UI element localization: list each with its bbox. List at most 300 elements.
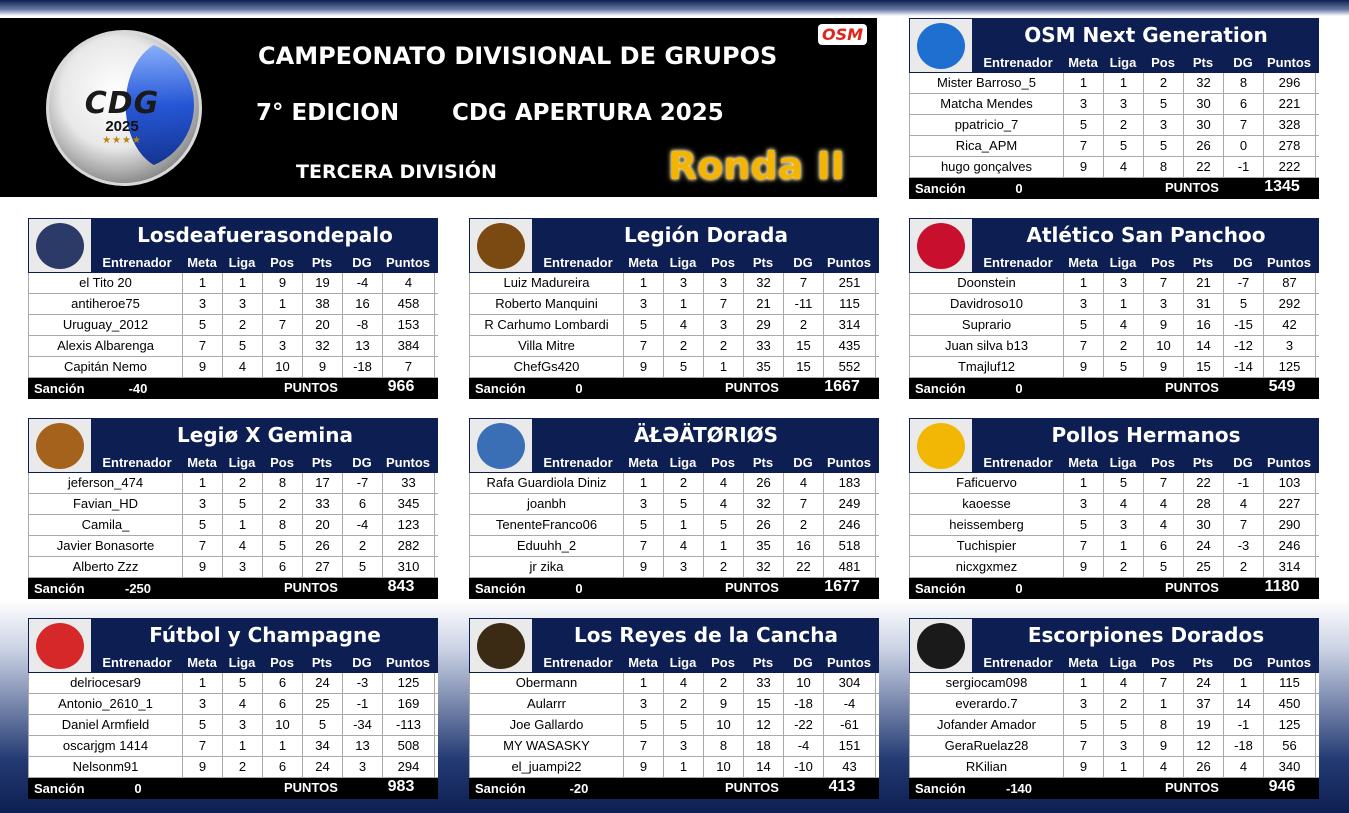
- table-cell: 7: [183, 736, 223, 756]
- table-cell: 9: [183, 757, 223, 777]
- table-cell: -3: [1224, 536, 1264, 556]
- round-label: Ronda II: [668, 144, 845, 188]
- table-cell: 8: [263, 515, 303, 535]
- table-cell: 1: [183, 673, 223, 693]
- table-cell: 5: [664, 494, 704, 514]
- coach-name: TenenteFranco06: [470, 515, 624, 535]
- team-name: Fútbol y Champagne: [92, 618, 438, 652]
- table-cell: 9: [624, 757, 664, 777]
- table-cell: 4: [223, 694, 263, 714]
- team-logo: [28, 618, 92, 673]
- table-cell: 169: [383, 694, 435, 714]
- table-cell: 4: [1224, 494, 1264, 514]
- table-cell: 9: [1064, 157, 1104, 177]
- coach-name: Eduuhh_2: [470, 536, 624, 556]
- table-body: [469, 273, 879, 378]
- coach-name: Davidroso10: [910, 294, 1064, 314]
- column-header: DG: [1233, 655, 1253, 670]
- table-cell: 6: [263, 673, 303, 693]
- table-cell: 5: [183, 515, 223, 535]
- team-footer: [28, 378, 438, 399]
- table-row: [469, 336, 879, 357]
- table-cell: 5: [343, 557, 383, 577]
- team-card: [469, 418, 879, 599]
- coach-name: ppatricio_7: [910, 115, 1064, 135]
- table-cell: -8: [343, 315, 383, 335]
- coach-name: MY WASASKY: [470, 736, 624, 756]
- table-cell: 1: [624, 673, 664, 693]
- table-cell: 22: [1184, 473, 1224, 493]
- table-cell: 384: [383, 336, 435, 356]
- table-cell: -12: [1224, 336, 1264, 356]
- column-header: Liga: [1109, 655, 1137, 670]
- table-cell: 24: [1184, 673, 1224, 693]
- table-cell: 282: [383, 536, 435, 556]
- coach-name: Antonio_2610_1: [29, 694, 183, 714]
- table-cell: 2: [1144, 73, 1184, 93]
- column-header: Meta: [187, 255, 217, 270]
- column-header: DG: [352, 655, 372, 670]
- table-cell: 2: [784, 315, 824, 335]
- table-cell: 1: [1104, 73, 1144, 93]
- table-cell: 1: [1104, 294, 1144, 314]
- team-name: ÄŁƏÄTØRIØS: [533, 418, 879, 452]
- table-cell: 5: [263, 536, 303, 556]
- team-logo: [909, 618, 973, 673]
- table-cell: 3: [183, 694, 223, 714]
- team-logo: [28, 418, 92, 473]
- puntos-total: 549: [1268, 378, 1296, 395]
- table-cell: 518: [824, 536, 876, 556]
- table-row: [909, 294, 1319, 315]
- puntos-label: PUNTOS: [725, 780, 779, 795]
- table-row: [909, 494, 1319, 515]
- column-header: Puntos: [826, 655, 872, 670]
- table-cell: 8: [1144, 715, 1184, 735]
- table-cell: 30: [1184, 94, 1224, 114]
- table-cell: 3: [343, 757, 383, 777]
- table-cell: -4: [824, 694, 876, 714]
- table-cell: 7: [784, 494, 824, 514]
- table-cell: 2: [223, 315, 263, 335]
- osm-logo: OSM: [818, 24, 867, 45]
- column-header: Entrenador: [543, 455, 613, 470]
- team-name: OSM Next Generation: [973, 18, 1319, 52]
- table-cell: 3: [1104, 515, 1144, 535]
- table-cell: 14: [744, 757, 784, 777]
- puntos-label: PUNTOS: [284, 380, 338, 395]
- column-header: Meta: [1068, 655, 1098, 670]
- table-cell: 7: [1144, 673, 1184, 693]
- sancion-label: Sanción: [915, 581, 966, 596]
- table-row: [469, 294, 879, 315]
- column-header: Entrenador: [543, 255, 613, 270]
- column-header: Puntos: [826, 255, 872, 270]
- table-row: [909, 715, 1319, 736]
- coach-name: joanbh: [470, 494, 624, 514]
- column-header: DG: [793, 455, 813, 470]
- table-cell: 7: [704, 294, 744, 314]
- team-footer: [909, 778, 1319, 799]
- column-header: DG: [1233, 255, 1253, 270]
- table-cell: 1: [263, 736, 303, 756]
- table-row: [909, 336, 1319, 357]
- coach-name: Faficuervo: [910, 473, 1064, 493]
- table-row: [469, 494, 879, 515]
- table-cell: 20: [303, 515, 343, 535]
- coach-name: delriocesar9: [29, 673, 183, 693]
- team-card: [28, 418, 438, 599]
- column-header: Pos: [1151, 55, 1175, 70]
- table-cell: 10: [704, 757, 744, 777]
- column-header: Pos: [270, 455, 294, 470]
- table-cell: 32: [1184, 73, 1224, 93]
- table-row: [909, 94, 1319, 115]
- table-header: [533, 252, 879, 273]
- table-cell: -1: [1224, 473, 1264, 493]
- table-cell: 24: [303, 673, 343, 693]
- table-cell: 3: [624, 294, 664, 314]
- column-header: Meta: [1068, 255, 1098, 270]
- column-header: DG: [352, 455, 372, 470]
- column-header: Puntos: [385, 255, 431, 270]
- table-row: [469, 715, 879, 736]
- team-footer: [469, 578, 879, 599]
- team-card: [469, 218, 879, 399]
- sancion-label: Sanción: [915, 181, 966, 196]
- column-header: Pos: [270, 655, 294, 670]
- column-header: DG: [793, 655, 813, 670]
- coach-name: Obermann: [470, 673, 624, 693]
- column-header: Pos: [711, 655, 735, 670]
- table-cell: 4: [784, 473, 824, 493]
- column-header: Puntos: [1266, 255, 1312, 270]
- table-cell: 5: [303, 715, 343, 735]
- table-cell: 35: [744, 357, 784, 377]
- coach-name: Daniel Armfield: [29, 715, 183, 735]
- coach-name: heissemberg: [910, 515, 1064, 535]
- table-cell: 22: [1184, 157, 1224, 177]
- coach-name: RKilian: [910, 757, 1064, 777]
- team-logo: [909, 418, 973, 473]
- table-cell: 5: [1064, 515, 1104, 535]
- table-row: [909, 315, 1319, 336]
- table-cell: 5: [624, 315, 664, 335]
- column-header: Meta: [628, 255, 658, 270]
- table-cell: 7: [1144, 473, 1184, 493]
- table-row: [28, 536, 438, 557]
- table-cell: 3: [183, 294, 223, 314]
- table-cell: 9: [1064, 357, 1104, 377]
- table-body: [469, 473, 879, 578]
- table-cell: 10: [263, 357, 303, 377]
- table-cell: 249: [824, 494, 876, 514]
- table-cell: 15: [744, 694, 784, 714]
- table-cell: 3: [1064, 694, 1104, 714]
- team-footer: [909, 378, 1319, 399]
- table-row: [469, 515, 879, 536]
- table-cell: 314: [824, 315, 876, 335]
- coach-name: Javier Bonasorte: [29, 536, 183, 556]
- table-cell: 5: [183, 315, 223, 335]
- puntos-total: 946: [1268, 778, 1296, 795]
- column-header: Pts: [752, 655, 774, 670]
- coach-name: Rafa Guardiola Diniz: [470, 473, 624, 493]
- coach-name: Rica_APM: [910, 136, 1064, 156]
- table-row: [909, 557, 1319, 578]
- column-header: Pts: [311, 455, 333, 470]
- apertura-label: CDG APERTURA 2025: [452, 100, 724, 126]
- puntos-label: PUNTOS: [284, 580, 338, 595]
- table-cell: -15: [1224, 315, 1264, 335]
- table-cell: 3: [263, 336, 303, 356]
- team-logo: [469, 218, 533, 273]
- table-cell: 3: [1064, 94, 1104, 114]
- table-body: [469, 673, 879, 778]
- column-header: Pts: [311, 255, 333, 270]
- table-row: [909, 136, 1319, 157]
- column-header: Liga: [228, 455, 256, 470]
- table-cell: -1: [343, 694, 383, 714]
- column-header: Puntos: [1266, 55, 1312, 70]
- sancion-label: Sanción: [34, 781, 85, 796]
- table-cell: 14: [1184, 336, 1224, 356]
- table-cell: 3: [664, 273, 704, 293]
- team-footer: [469, 778, 879, 799]
- table-cell: 15: [784, 336, 824, 356]
- table-cell: 7: [624, 536, 664, 556]
- table-cell: 33: [303, 494, 343, 514]
- table-row: [909, 673, 1319, 694]
- table-cell: 7: [1144, 273, 1184, 293]
- sancion-value: 0: [575, 381, 583, 396]
- column-header: Puntos: [826, 455, 872, 470]
- coach-name: Tuchispier: [910, 536, 1064, 556]
- table-cell: 13: [343, 336, 383, 356]
- table-cell: 227: [1264, 494, 1316, 514]
- table-row: [469, 694, 879, 715]
- table-cell: 1: [1064, 473, 1104, 493]
- table-cell: 153: [383, 315, 435, 335]
- table-cell: 5: [1064, 315, 1104, 335]
- sancion-value: 0: [1015, 381, 1023, 396]
- table-cell: 1: [263, 294, 303, 314]
- team-name: Los Reyes de la Cancha: [533, 618, 879, 652]
- table-cell: 7: [1064, 336, 1104, 356]
- coach-name: Roberto Manquini: [470, 294, 624, 314]
- table-cell: 125: [1264, 715, 1316, 735]
- table-cell: 2: [664, 473, 704, 493]
- table-cell: 9: [1064, 757, 1104, 777]
- table-cell: 43: [824, 757, 876, 777]
- table-cell: 183: [824, 473, 876, 493]
- table-row: [469, 357, 879, 378]
- table-cell: 9: [303, 357, 343, 377]
- puntos-total: 966: [387, 378, 415, 395]
- table-cell: 16: [1184, 315, 1224, 335]
- coach-name: Juan silva b13: [910, 336, 1064, 356]
- table-cell: 9: [1144, 736, 1184, 756]
- wolf-icon: [477, 423, 525, 469]
- table-cell: 304: [824, 673, 876, 693]
- table-cell: 5: [1144, 136, 1184, 156]
- table-cell: 4: [1144, 494, 1184, 514]
- column-header: Puntos: [385, 455, 431, 470]
- puntos-total: 413: [828, 778, 856, 795]
- team-footer: [28, 578, 438, 599]
- coach-name: Tmajluf12: [910, 357, 1064, 377]
- team-logo: [469, 418, 533, 473]
- table-cell: 6: [1224, 94, 1264, 114]
- table-body: [28, 673, 438, 778]
- table-row: [28, 673, 438, 694]
- table-cell: 1: [1064, 673, 1104, 693]
- column-header: Puntos: [1266, 455, 1312, 470]
- puntos-label: PUNTOS: [1165, 780, 1219, 795]
- table-cell: 7: [183, 336, 223, 356]
- table-cell: 3: [664, 736, 704, 756]
- table-row: [909, 73, 1319, 94]
- sancion-value: 0: [1015, 581, 1023, 596]
- table-cell: 2: [1104, 336, 1144, 356]
- table-cell: -1: [1224, 715, 1264, 735]
- team-name: Legiø X Gemina: [92, 418, 438, 452]
- coach-name: GeraRuelaz28: [910, 736, 1064, 756]
- coach-name: R Carhumo Lombardi: [470, 315, 624, 335]
- table-cell: 5: [704, 515, 744, 535]
- table-cell: 26: [744, 515, 784, 535]
- table-cell: 2: [263, 494, 303, 514]
- puntos-label: PUNTOS: [1165, 580, 1219, 595]
- coach-name: Camila_: [29, 515, 183, 535]
- shark-icon: [917, 23, 965, 69]
- table-cell: 1: [183, 473, 223, 493]
- table-cell: 9: [1144, 357, 1184, 377]
- table-row: [28, 736, 438, 757]
- table-cell: 17: [303, 473, 343, 493]
- table-cell: 5: [1104, 715, 1144, 735]
- coach-name: Villa Mitre: [470, 336, 624, 356]
- warrior-icon: [36, 223, 84, 269]
- column-header: Pos: [1151, 255, 1175, 270]
- table-cell: 24: [1184, 536, 1224, 556]
- table-cell: -11: [784, 294, 824, 314]
- table-cell: 4: [1144, 515, 1184, 535]
- championship-title: CAMPEONATO DIVISIONAL DE GRUPOS: [258, 42, 778, 70]
- column-header: Entrenador: [102, 655, 172, 670]
- table-row: [469, 557, 879, 578]
- table-cell: 87: [1264, 273, 1316, 293]
- san-pancho-icon: [917, 223, 965, 269]
- table-body: [909, 473, 1319, 578]
- table-cell: 4: [704, 473, 744, 493]
- table-cell: 1: [1224, 673, 1264, 693]
- column-header: Pos: [1151, 455, 1175, 470]
- table-cell: 290: [1264, 515, 1316, 535]
- table-body: [28, 273, 438, 378]
- table-cell: 26: [1184, 757, 1224, 777]
- table-cell: 151: [824, 736, 876, 756]
- table-cell: 1: [1064, 273, 1104, 293]
- table-cell: 508: [383, 736, 435, 756]
- sancion-label: Sanción: [475, 581, 526, 596]
- table-cell: 25: [1184, 557, 1224, 577]
- column-header: Pos: [711, 255, 735, 270]
- table-cell: 115: [1264, 673, 1316, 693]
- table-row: [469, 273, 879, 294]
- table-cell: 1: [624, 473, 664, 493]
- team-footer: [469, 378, 879, 399]
- table-cell: 16: [343, 294, 383, 314]
- table-cell: 3: [223, 294, 263, 314]
- table-cell: 37: [1184, 694, 1224, 714]
- table-cell: 5: [183, 715, 223, 735]
- coach-name: jr zika: [470, 557, 624, 577]
- table-cell: 345: [383, 494, 435, 514]
- table-cell: 1: [704, 357, 744, 377]
- table-cell: 3: [1104, 273, 1144, 293]
- table-row: [28, 273, 438, 294]
- table-cell: 33: [744, 673, 784, 693]
- table-cell: 435: [824, 336, 876, 356]
- team-card: [28, 218, 438, 399]
- table-cell: 15: [784, 357, 824, 377]
- table-row: [28, 715, 438, 736]
- table-row: [469, 736, 879, 757]
- table-row: [909, 115, 1319, 136]
- table-cell: 2: [1104, 557, 1144, 577]
- column-header: Meta: [628, 655, 658, 670]
- puntos-total: 1667: [824, 378, 860, 395]
- column-header: Liga: [1109, 255, 1137, 270]
- sancion-value: -250: [124, 581, 152, 596]
- table-cell: 2: [664, 336, 704, 356]
- table-cell: -4: [784, 736, 824, 756]
- scorpion-icon: [917, 623, 965, 669]
- table-header: [973, 452, 1319, 473]
- table-cell: 15: [1184, 357, 1224, 377]
- table-cell: 1: [1104, 757, 1144, 777]
- table-cell: -3: [343, 673, 383, 693]
- table-cell: 7: [1224, 115, 1264, 135]
- column-header: Pos: [711, 455, 735, 470]
- table-cell: 32: [744, 273, 784, 293]
- table-cell: 296: [1264, 73, 1316, 93]
- table-cell: 4: [704, 494, 744, 514]
- table-cell: 4: [1144, 757, 1184, 777]
- table-cell: 30: [1184, 115, 1224, 135]
- table-cell: 3: [1104, 736, 1144, 756]
- table-cell: 310: [383, 557, 435, 577]
- puntos-total: 983: [387, 778, 415, 795]
- sancion-label: Sanción: [34, 581, 85, 596]
- cdg-logo-text: CDG: [84, 86, 160, 121]
- column-header: Entrenador: [102, 255, 172, 270]
- table-cell: 3: [664, 557, 704, 577]
- sancion-value: -20: [569, 781, 589, 796]
- puntos-total: 843: [387, 578, 415, 595]
- table-cell: 7: [784, 273, 824, 293]
- table-cell: 9: [1144, 315, 1184, 335]
- table-cell: 458: [383, 294, 435, 314]
- table-cell: 5: [1144, 557, 1184, 577]
- table-row: [909, 736, 1319, 757]
- table-cell: 1: [223, 273, 263, 293]
- table-cell: 1: [664, 757, 704, 777]
- table-cell: 32: [303, 336, 343, 356]
- top-gradient-bar: [0, 0, 1349, 16]
- table-cell: 22: [784, 557, 824, 577]
